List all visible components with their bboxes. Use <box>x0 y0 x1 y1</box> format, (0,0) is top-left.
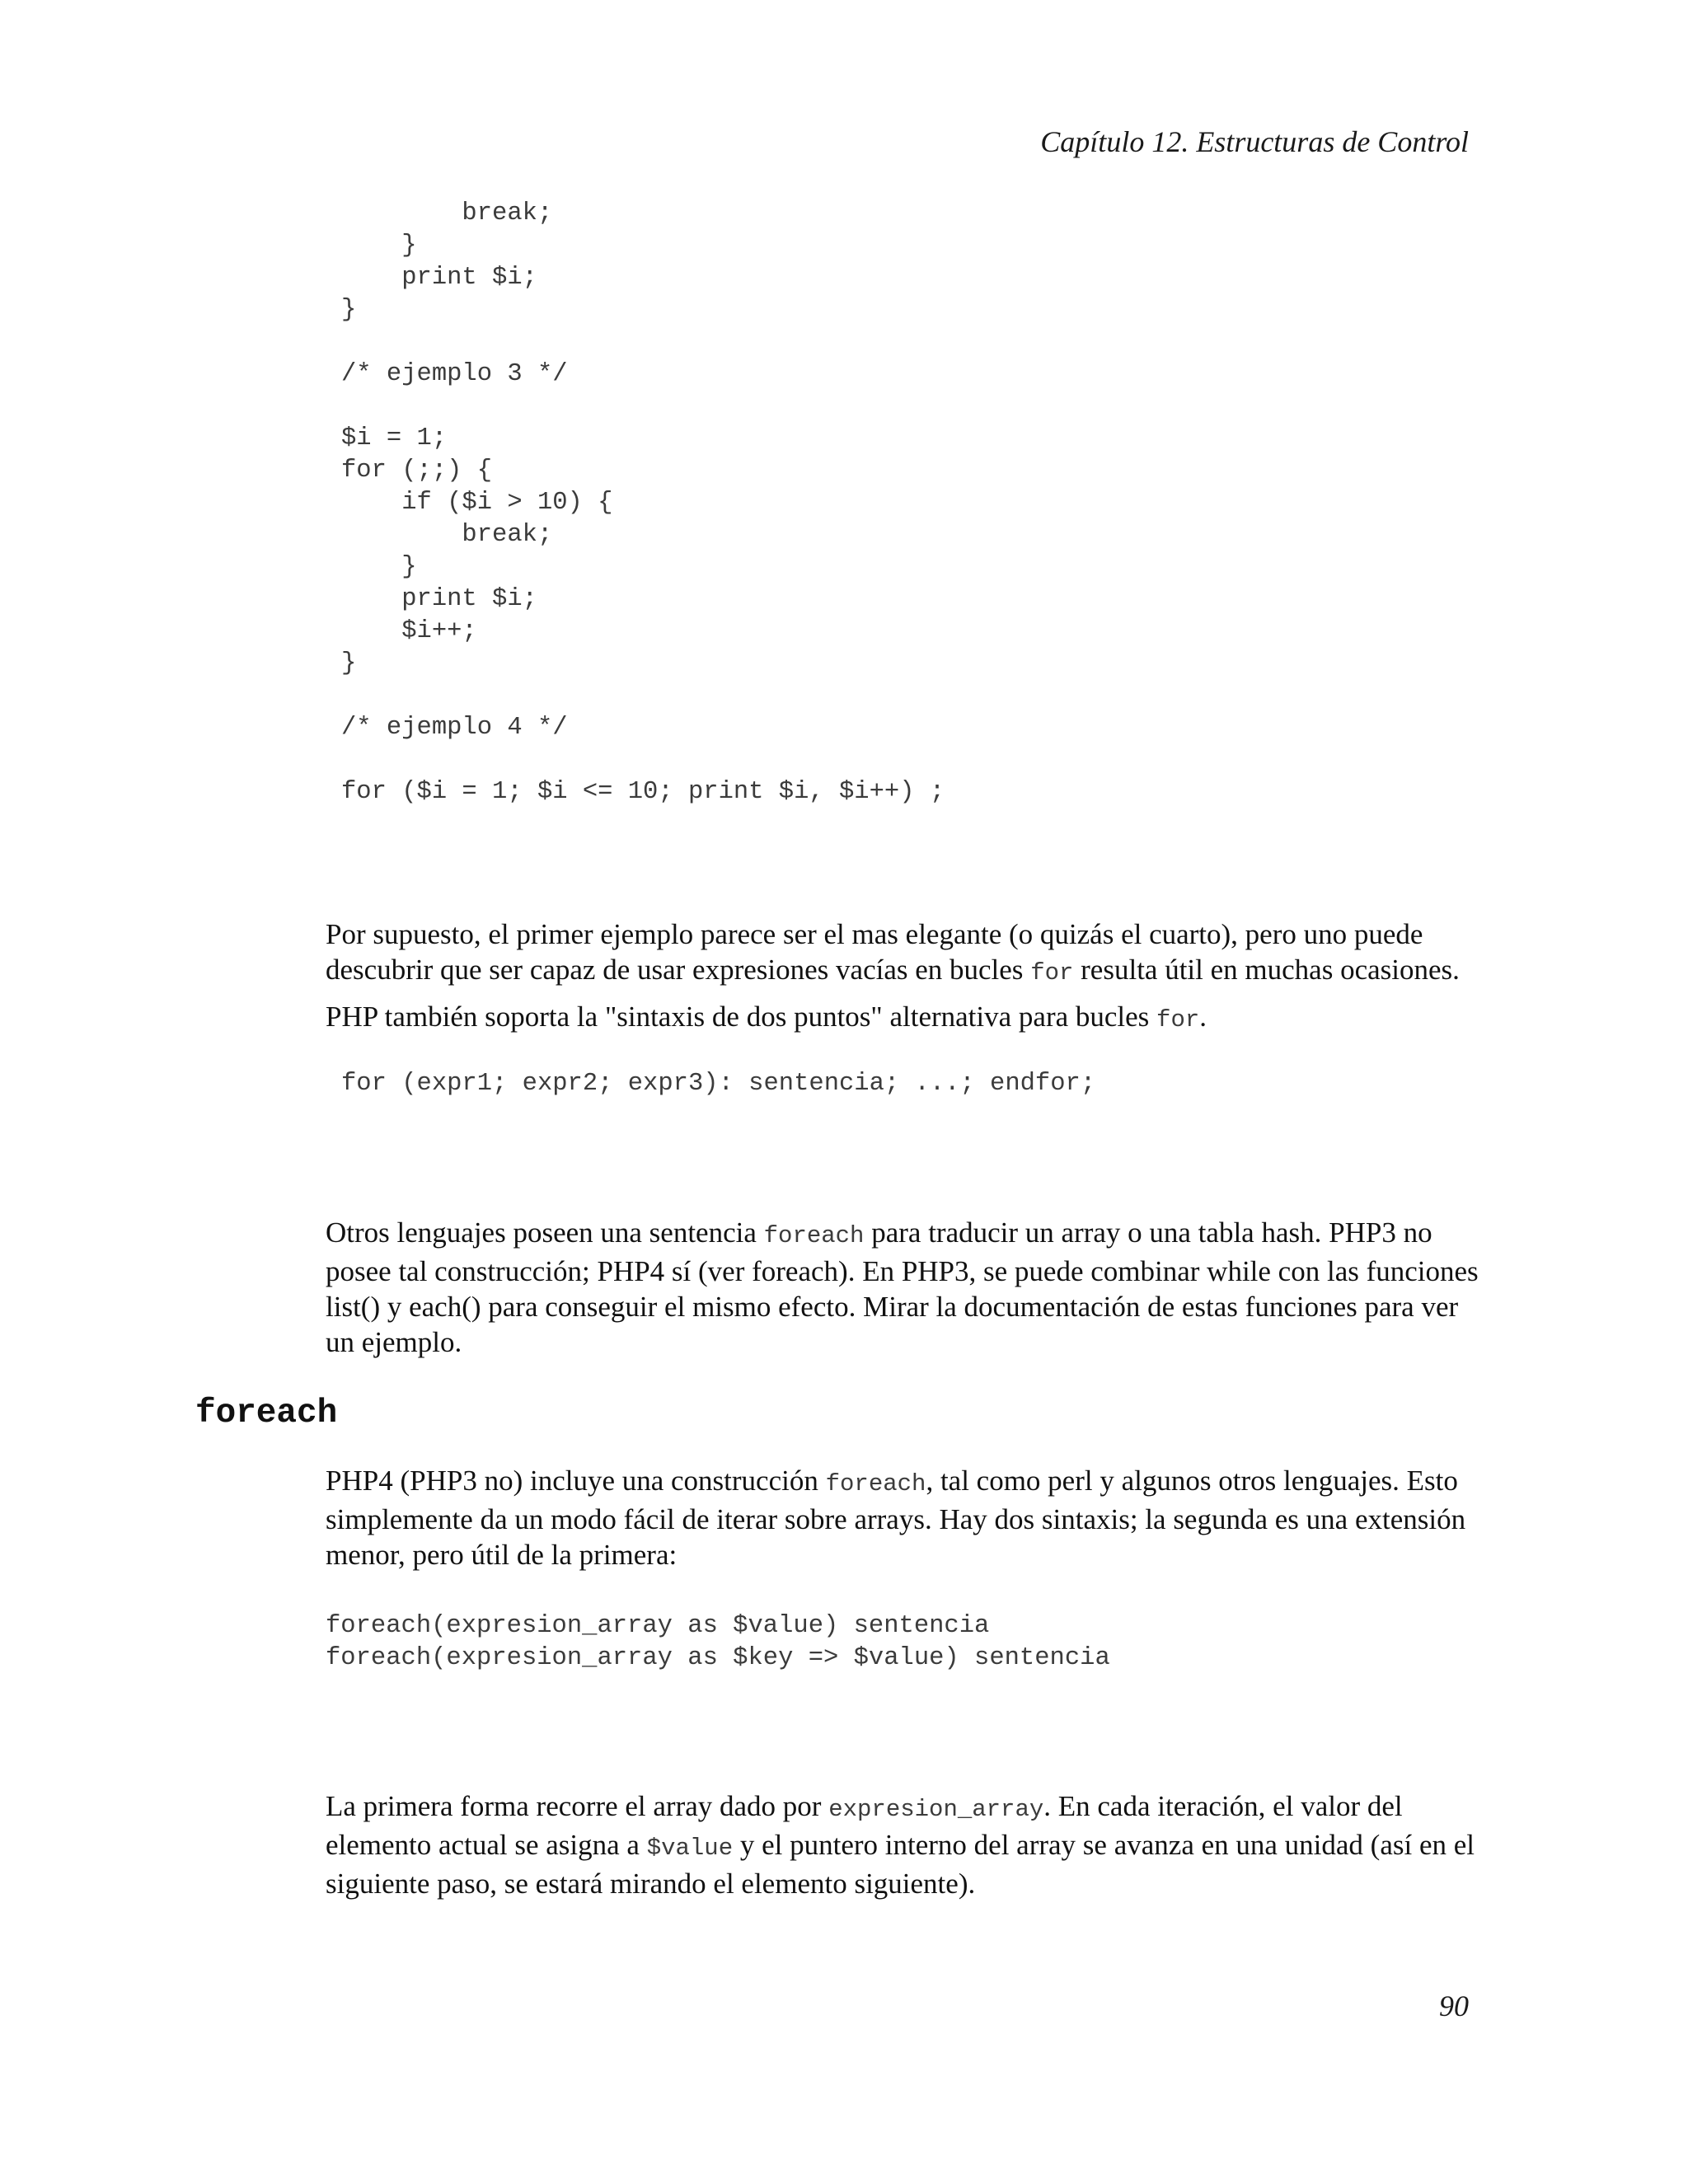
paragraph-text: Por supuesto, el primer ejemplo parece ser el mas elegante (o quizás el cuarto), pero uno puede descubrir que ser capaz de usar expresiones vacías en bucles <box>326 918 1423 986</box>
page-number: 90 <box>1439 1990 1469 2022</box>
inline-code: expresion_array <box>828 1796 1044 1823</box>
paragraph-text: La primera forma recorre el array dado por <box>326 1790 829 1822</box>
paragraph-text: para traducir un array o una tabla hash. PHP3 no posee tal construcción; PHP4 sí (ver foreach). En PHP3, se puede combinar while con las funciones list() y each() para conseguir el mismo efecto. Mirar la documentación de estas funciones para ver un ejemplo. <box>326 1216 1479 1358</box>
paragraph-text: PHP también soporta la "sintaxis de dos puntos" alternativa para bucles <box>326 1001 1157 1033</box>
code-block-endfor: for (expr1; expr2; expr3): sentencia; ...; endfor; <box>341 1070 1096 1098</box>
section-title-foreach: foreach <box>195 1394 338 1432</box>
paragraph-text: PHP4 (PHP3 no) incluye una construcción <box>326 1465 826 1497</box>
paragraph-text: y el puntero interno del array se avanza en una unidad (así en el siguiente paso, se estará mirando el elemento siguiente). <box>326 1829 1475 1900</box>
inline-code: foreach <box>825 1470 926 1497</box>
paragraph-text: . En cada iteración, el valor del elemento actual se asigna a <box>326 1790 1403 1861</box>
paragraph-text: , tal como perl y algunos otros lenguajes. Esto simplemente da un modo fácil de iterar sobre arrays. Hay dos sintaxis; la segunda es una extensión menor, pero útil de la primera: <box>326 1465 1466 1571</box>
code-block-foreach-syntax: foreach(expresion_array as $value) sentencia foreach(expresion_array as $key => $value) sentencia <box>326 1612 1110 1672</box>
paragraph-alternative-syntax <box>326 999 1479 1038</box>
code-block-for-examples: break; } print $i; } /* ejemplo 3 */ $i = 1; for (;;) { if ($i > 10) { break; } print $i; $i++; } /* ejemplo 4 */ for ($i = 1; $i <= 10; print $i, $i++) ; <box>341 199 945 806</box>
paragraph-empty-expressions <box>326 916 1479 991</box>
inline-code: for <box>1156 1006 1200 1033</box>
paragraph-text: Otros lenguajes poseen una sentencia <box>326 1216 764 1249</box>
paragraph-text: . <box>1199 1001 1207 1033</box>
paragraph-first-form <box>326 1788 1479 1901</box>
inline-code: $value <box>646 1835 734 1862</box>
inline-code: foreach <box>763 1222 865 1249</box>
chapter-header: Capítulo 12. Estructuras de Control <box>1040 125 1469 158</box>
paragraph-text: resulta útil en muchas ocasiones. <box>1073 954 1460 986</box>
paragraph-foreach-other-languages <box>326 1215 1479 1360</box>
inline-code: for <box>1030 959 1074 987</box>
paragraph-foreach-intro <box>326 1463 1479 1572</box>
